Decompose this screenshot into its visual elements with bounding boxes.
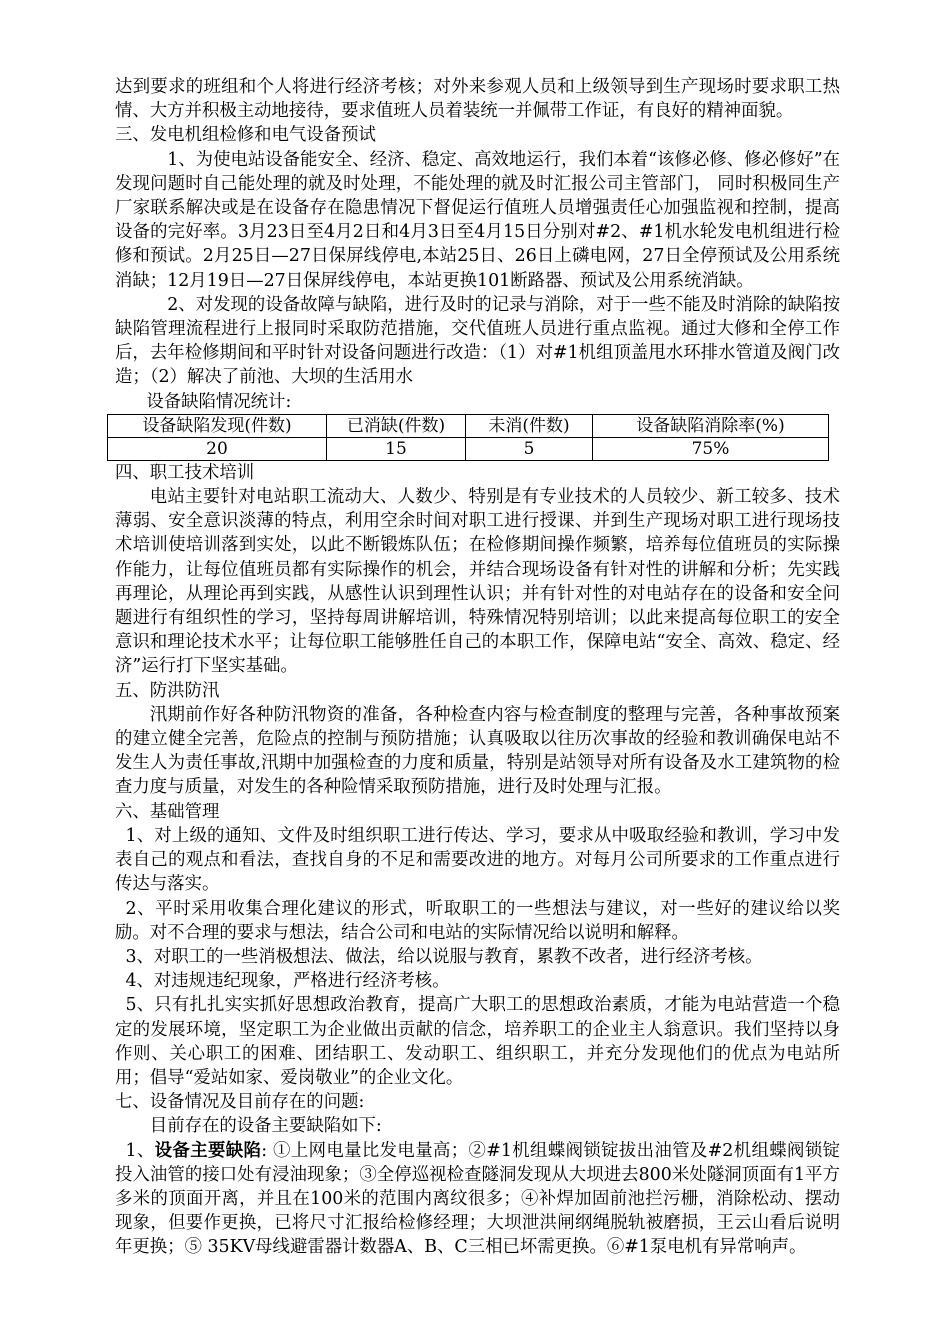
section-5-paragraph: 汛期前作好各种防汛物资的准备，各种检查内容与检查制度的整理与完善，各种事故预案的建立健全完善，危险点的控制与预防措施；认真吸取以往历次事故的经验和教训确保电站不发生人为责任事故,汛期中加强检查的力度和质量，特别是站领导对所有设备及水工建筑物的检查力度与质量，对发生的各种险情采取预防措施，进行及时处理与汇报。 <box>115 704 840 798</box>
section-6-item-5: 5、只有扎扎实实抓好思想政治教育，提高广大职工的思想政治素质，才能为电站营造一个稳定的发展环境，坚定职工为企业做出贡献的信念，培养职工的企业主人翁意识。我们坚持以身作则、关心职工的困难、团结职工、发动职工、组织职工，并充分发现他们的优点为电站所用；倡导“爱站如家、爱岗敬业”的企业文化。 <box>115 995 840 1088</box>
section-6-item-2: 2、平时采用收集合理化建议的形式，听取职工的一些想法与建议，对一些好的建议给以奖励。对不合理的要求与想法，结合公司和电站的实际情况给以说明和解释。 <box>115 898 840 943</box>
section-6-item-3: 3、对职工的一些消极想法、做法，给以说服与教育，累教不改者，进行经济考核。 <box>125 946 763 967</box>
table-row <box>108 437 829 460</box>
item-number: 1、 <box>125 1140 155 1161</box>
section-4-heading: 四、职工技术培训 <box>115 462 255 483</box>
table-header-cell: 设备缺陷消除率(%) <box>593 414 829 437</box>
section-6-item-1: 1、对上级的通知、文件及时组织职工进行传达、学习，要求从中吸取经验和教训，学习中发表自己的观点和看法，查找自身的不足和需要改进的地方。对每月公司所要求的工作重点进行传达与落实。 <box>115 825 840 895</box>
table-header-row <box>108 414 829 437</box>
section-6-item-4: 4、对违规违纪现象，严格进行经济考核。 <box>125 971 450 992</box>
section-6-heading: 六、基础管理 <box>115 801 220 822</box>
item-text: : ①上网电量比发电量高；②#1机组蝶阀锁锭拔出油管及#2机组蝶阀锁锭投入油管的接口处有浸油现象；③全停巡视检查隧洞发现从大坝进去800米处隧洞顶面有1平方多米的顶面开离，并且在100米的范围内离纹很多；④补焊加固前池拦污栅，消除松动、摆动现象，但要作更换，已将尺寸汇报给检修经理；大坝泄洪闸纲绳脱轨被磨损，王云山看后说明年更换；⑤ 35KV母线避雷器计数器A、B、C三相已坏需更换。⑥#1泵电机有异常响声。 <box>115 1140 840 1258</box>
section-4-paragraph: 电站主要针对电站职工流动大、人数少、特别是有专业技术的人员较少、新工较多、技术薄弱、安全意识淡薄的特点，利用空余时间对职工进行授课、并到生产现场对职工进行现场技术培训使培训落到实处，以此不断锻炼队伍；在检修期间操作频繁，培养每位值班员的实际操作能力，让每位值班员都有实际操作的机会，并结合现场设备有针对性的讲解和分析；先实践再理论，从理论再到实践，从感性认识到理性认识；并有针对性的对电站存在的设备和安全问题进行有组织性的学习，坚持每周讲解培训，特殊情况特别培训；以此来提高每位职工的安全意识和理论技术水平；让每位职工能够胜任自己的本职工作，保障电站“安全、高效、稳定、经济”运行打下坚实基础。 <box>115 487 840 677</box>
defect-statistics-table <box>107 414 829 461</box>
table-cell: 15 <box>327 437 466 460</box>
section-7-item-1 <box>115 1139 840 1260</box>
section-3-heading: 三、发电机组检修和电气设备预试 <box>115 125 376 146</box>
section-3-paragraph-1: 1、为使电站设备能安全、经济、稳定、高效地运行，我们本着“该修必修、修必修好”在发现问题时自己能处理的就及时处理，不能处理的就及时汇报公司主管部门， 同时积极同生产厂家联系解决或是在设备存在隐患情况下督促运行值班人员增强责任心加强监视和控制，提高设备的完好率。3月23日至4月2日和4月3日至4月15日分别对#2、#1机水轮发电机组进行检修和预试。2月25日—27日保屏线停电,本站25日、26日上磷电网，27日全停预试及公用系统消缺；12月19日—27日保屏线停电，本站更换101断路器、预试及公用系统消缺。 <box>115 149 840 291</box>
table-header-cell: 未消(件数) <box>466 414 593 437</box>
table-header-cell: 设备缺陷发现(件数) <box>108 414 327 437</box>
section-5-heading: 五、防洪防汛 <box>115 680 220 701</box>
table-cell: 75% <box>593 437 829 460</box>
table-cell: 5 <box>466 437 593 460</box>
item-title: 设备主要缺陷 <box>154 1140 262 1161</box>
table-caption: 设备缺陷情况统计: <box>146 391 292 412</box>
intro-paragraph: 达到要求的班组和个人将进行经济考核；对外来参观人员和上级领导到生产现场时要求职工热情、大方并积极主动地接待，要求值班人员着装统一并佩带工作证，有良好的精神面貌。 <box>115 77 840 122</box>
section-7-intro: 目前存在的设备主要缺陷如下: <box>149 1116 382 1137</box>
table-cell: 20 <box>108 437 327 460</box>
table-header-cell: 已消缺(件数) <box>327 414 466 437</box>
section-3-paragraph-2: 2、对发现的设备故障与缺陷，进行及时的记录与消除，对于一些不能及时消除的缺陷按缺陷管理流程进行上报同时采取防范措施，交代值班人员进行重点监视。通过大修和全停工作后，去年检修期间和平时针对设备问题进行改造：（1）对#1机组顶盖甩水环排水管道及阀门改造；（2）解决了前池、大坝的生活用水 <box>115 294 840 388</box>
section-7-heading: 七、设备情况及目前存在的问题: <box>115 1092 365 1113</box>
